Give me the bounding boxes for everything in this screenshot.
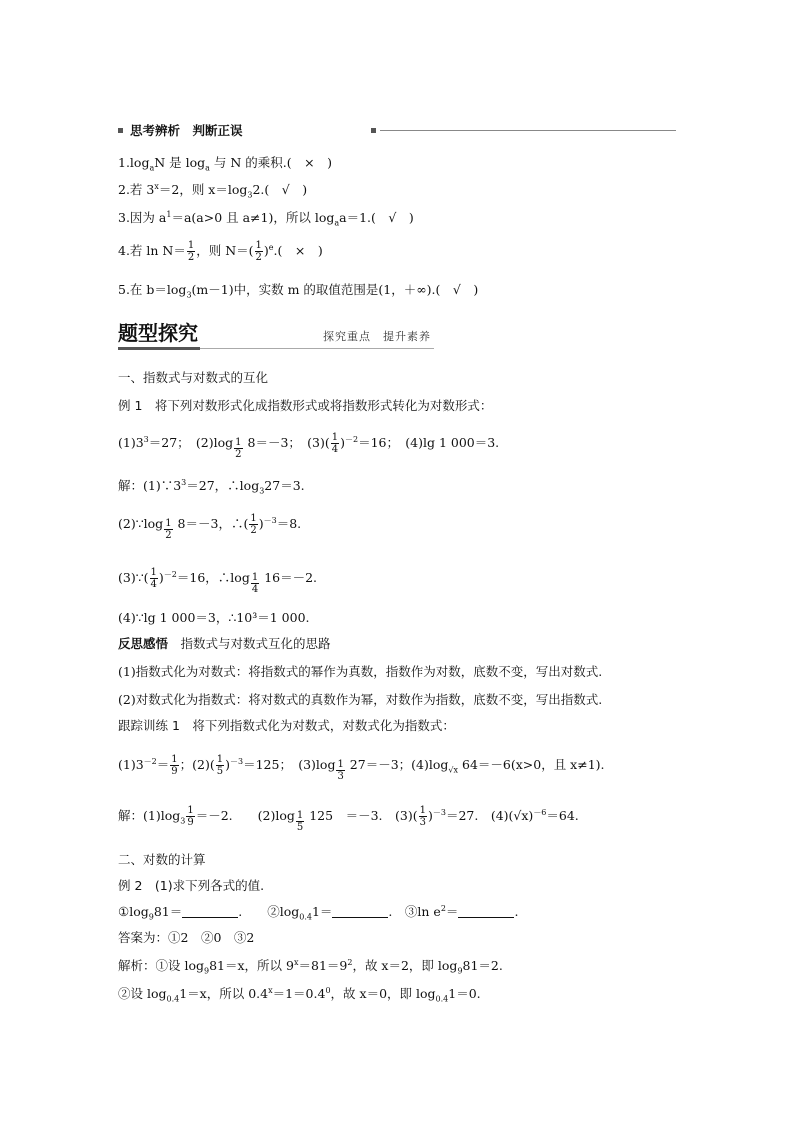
fraction: $\frac{1}{2}$ bbox=[250, 513, 257, 536]
fraction: $\frac{1}{3}$ bbox=[419, 805, 426, 828]
section-title: 思考辨析 判断正误 bbox=[130, 123, 243, 138]
divider bbox=[118, 347, 200, 350]
example-1: 例 1 将下列对数形式化成指数形式或将指数形式转化为对数形式： bbox=[118, 398, 493, 413]
judge-item-4: 4.若 ln N＝ $\frac{1}{2}$ ，则 N＝( $\frac{1}{2}$ )$^e$.( × ) bbox=[118, 240, 323, 263]
heading-part-1: 一、指数式与对数式的互化 bbox=[118, 370, 269, 385]
section-header-explore bbox=[118, 320, 438, 350]
answer-blank bbox=[458, 905, 514, 918]
fraction: $\frac{1}{2}$ bbox=[255, 240, 262, 263]
judge-item-3: 3.因为 $a^1=a(a>0$ 且 a≠1)，所以 $\log_aa=1$.( √ ) bbox=[118, 209, 414, 228]
reflection-point-2: (2)对数式化为指数式：将对数式的真数作为幂，对数作为指数，底数不变，写出指数式. bbox=[118, 692, 603, 707]
fraction: 1 3 bbox=[337, 759, 344, 782]
fraction: 1 2 bbox=[165, 518, 172, 541]
answer: 答案为：①2 ②0 ③2 bbox=[118, 930, 255, 945]
fraction: $\frac{1}{4}$ bbox=[150, 567, 157, 590]
analysis-2: ②设 $\log_{0.4}1=x$，所以 $0.4^x=1=0.4^0$，故 x＝0，即 $\log_{0.4}1=0$. bbox=[118, 985, 481, 1004]
judge-item-5: 5.在 $b=\log_3(m-1)$中，实数 m 的取值范围是(1，＋∞).( √ ) bbox=[118, 282, 479, 300]
analysis-1: 解析：①设 $\log_981=x$，所以 $9^x=81=9^2$，故 x＝2，即 $\log_981=2$. bbox=[118, 957, 503, 976]
square-bullet-icon bbox=[118, 128, 123, 133]
fraction: $\frac{1}{5}$ bbox=[216, 754, 224, 777]
example-1-questions: $(1)3^3=27$； (2)log $_{\frac{1}{2}}$ 8＝－3； (3)( $\frac{1}{4}$ )$^{-2}$＝16； (4)lg 1 000＝3. bbox=[118, 432, 500, 460]
answer-blank bbox=[182, 905, 238, 918]
fraction: $\frac{1}{9}$ bbox=[171, 754, 178, 777]
fraction: 1 4 bbox=[251, 572, 259, 595]
tracking-questions: $(1)3^{-2}=$ $\frac{1}{9}$ ；(2)( $\frac{1}{5}$ )$^{-3}$＝125； (3)log $_{\frac{1}{3}}$ 27＝－3；$(4)\log_{√x}$ 64＝－6(x>0，且 x≠1). bbox=[118, 754, 605, 782]
example-2-questions: $①\log_981=$ . $②\log_{0.4}1=$ . ③ln $e^2=$ . bbox=[118, 903, 519, 922]
divider bbox=[200, 348, 434, 349]
solution-2: (2)∵log $_{\frac{1}{2}}$ 8＝－3，∴( $\frac{1}{2}$ )$^{-3}$＝8. bbox=[118, 513, 302, 541]
reflection-title: 反思感悟 bbox=[118, 636, 169, 651]
reflection: 反思感悟 指数式与对数式互化的思路 bbox=[118, 636, 331, 651]
judge-item-1: $1.\log_aN$ 是 $\log_a$ 与 N 的乘积.( × ) bbox=[118, 155, 332, 173]
example-2: 例 2 (1)求下列各式的值. bbox=[118, 878, 265, 893]
solution-3: (3)∵( $\frac{1}{4}$ )$^{-2}$＝16，∴log $_{\frac{1}{4}}$ 16＝－2. bbox=[118, 567, 318, 595]
divider bbox=[380, 130, 676, 131]
fraction: $\frac{1}{4}$ bbox=[331, 432, 339, 455]
fraction: $\frac{1}{9}$ bbox=[187, 805, 194, 828]
square-bullet-icon bbox=[371, 128, 376, 133]
tracking-solution: 解：$(1)\log_3$ $\frac{1}{9}$ ＝－2. (2)log $_{\frac{1}{5}}$ 125 ＝－3. (3)( $\frac{1}{3}$ )$^{-3}$＝27. $(4)(√x)^{-6}=64$. bbox=[118, 805, 579, 833]
solution-4: (4)∵lg 1 000＝3，∴10³＝1 000. bbox=[118, 610, 310, 625]
answer-blank bbox=[332, 905, 388, 918]
heading-part-2: 二、对数的计算 bbox=[118, 852, 206, 867]
section-title: 题型探究 bbox=[118, 321, 198, 345]
fraction: 1 2 bbox=[235, 437, 242, 460]
judge-item-2: 2.若 $3^x=2$，则 $x=\log_32$.( √ ) bbox=[118, 181, 308, 200]
section-subtitle: 探究重点 提升素养 bbox=[323, 330, 431, 343]
fraction: $\frac{1}{2}$ bbox=[187, 240, 195, 263]
section-header-judge bbox=[118, 123, 676, 139]
tracking-exercise-1: 跟踪训练 1 将下列指数式化为对数式，对数式化为指数式： bbox=[118, 718, 455, 733]
fraction: 1 5 bbox=[296, 810, 304, 833]
reflection-point-1: (1)指数式化为对数式：将指数式的幂作为真数，指数作为对数，底数不变，写出对数式. bbox=[118, 664, 603, 679]
solution-1: 解：$(1)\because 3^3=27$，$\therefore\log_327=3$. bbox=[118, 477, 305, 496]
